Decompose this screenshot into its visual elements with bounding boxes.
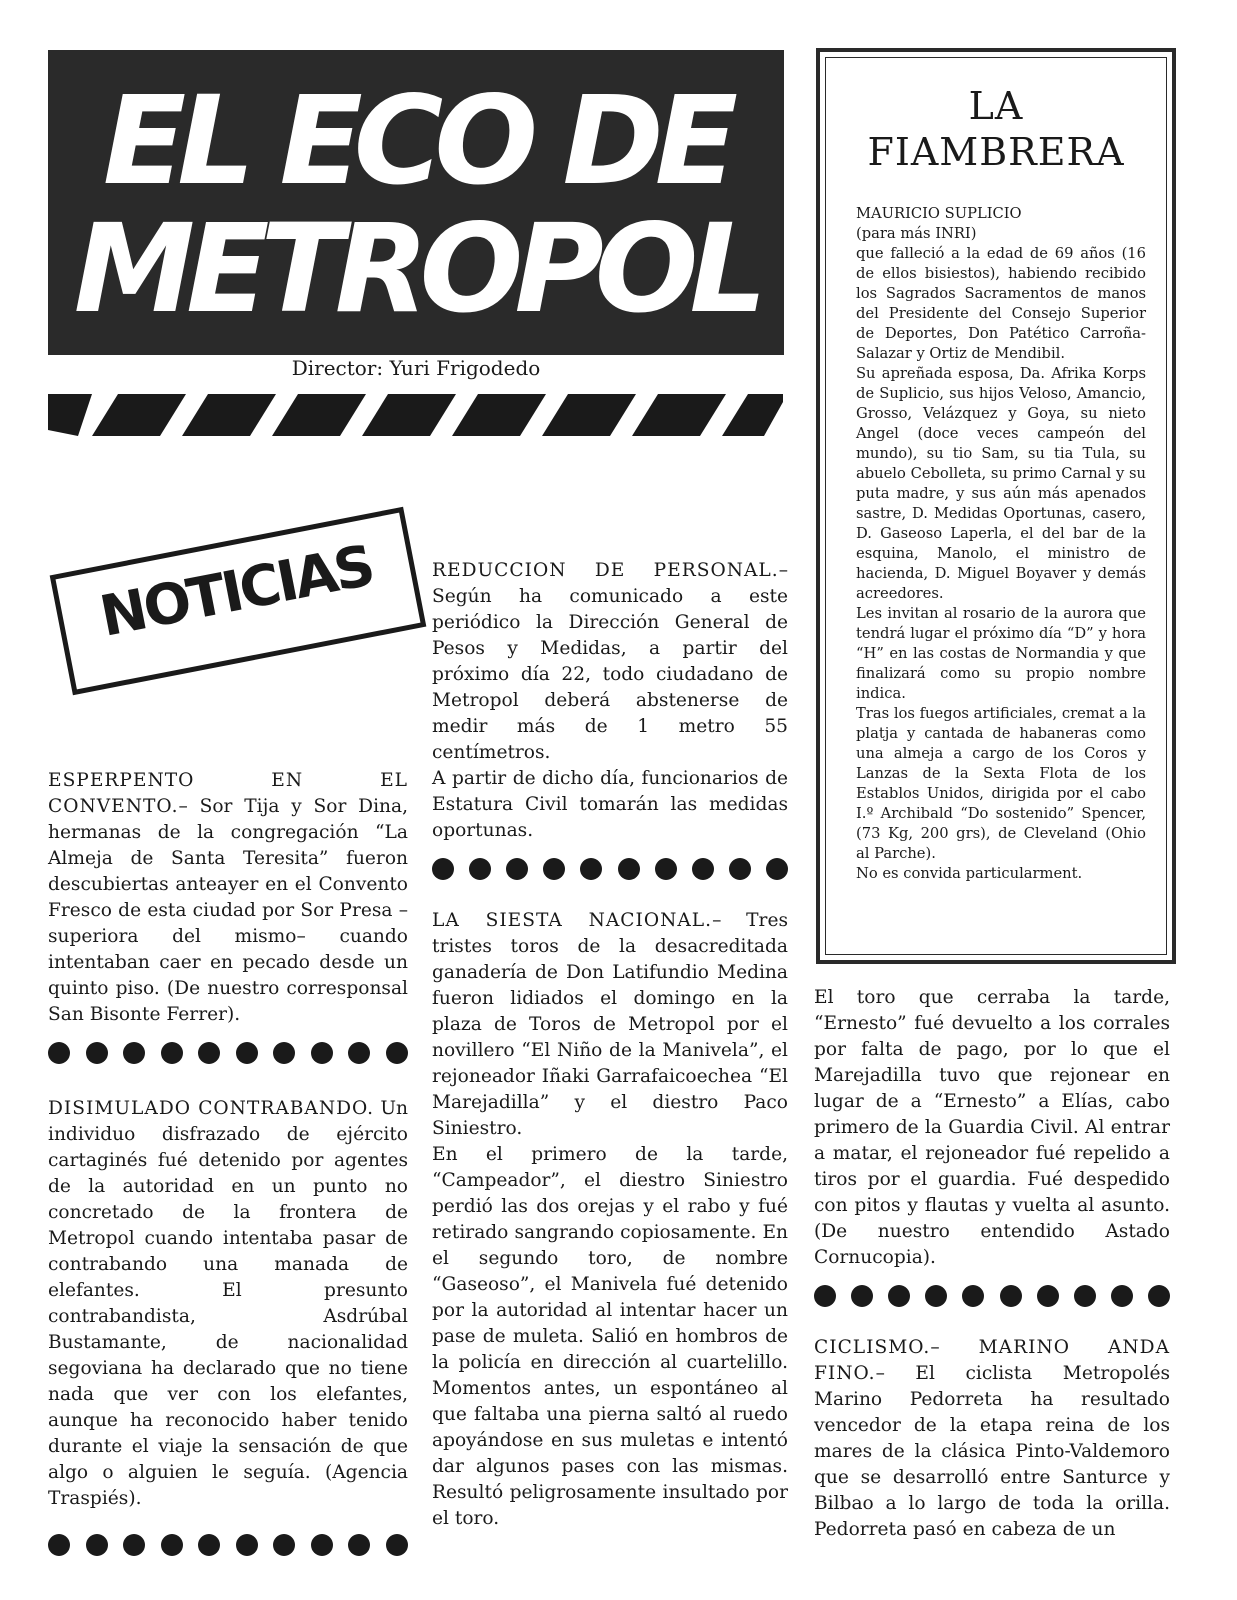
article-headline: ESPERPENTO EN EL CONVENTO. bbox=[48, 770, 408, 817]
article-reduccion-p2: A partir de dicho día, funcionarios de Estatura Civil tomarán las medidas oportunas. bbox=[432, 768, 788, 841]
article-body: Un individuo disfrazado de ejército cartaginés fué detenido por agentes de la autoridad en un punto no concretado de la frontera de Metropol cuando intentaba pasar de contrabando una manada de elefantes. El presunto contrabandista, Asdrúbal Bustamante, de nacionalidad segoviana ha declarado que no tiene nada que ver con los elefantes, aunque ha reconocido haber tenido durante el viaje la sensación de que algo o alguien le seguía. (Agencia Traspiés). bbox=[48, 1098, 408, 1509]
obituary-subtitle: (para más INRI) bbox=[856, 225, 977, 242]
article-reduccion bbox=[432, 558, 788, 766]
section-label: NOTICIAS bbox=[94, 533, 378, 650]
column-2 bbox=[432, 558, 788, 1532]
article-ciclismo bbox=[814, 1335, 1170, 1543]
article-body: – Sor Tija y Sor Dina, hermanas de la congregación “La Almeja de Santa Teresita” fueron descubiertas anteayer en el Convento Fresco de esta ciudad por Sor Presa –superiora del mismo– cuando intentaban caer en pecado desde un quinto piso. (De nuestro corresponsal San Bisonte Ferrer). bbox=[48, 796, 408, 1025]
article-headline: REDUCCION DE PERSONAL. bbox=[432, 560, 779, 581]
hazard-stripes bbox=[48, 394, 783, 436]
article-siesta-p2: En el primero de la tarde, “Campeador”, el diestro Siniestro perdió las dos orejas y el rabo y fué retirado sangrando copiosamente. En el segundo toro, de nombre “Gaseoso”, el Manivela fué detenido por la autoridad al intentar hacer un pase de muleta. Salió en hombros de la policía en dirección al cuartelillo. Momentos antes, un espontáneo al que faltaba una pierna saltó al ruedo apoyándose en sus muletas e intentó dar algunos pases con las mismas. Resultó peligrosamente insultado por el toro. bbox=[432, 1144, 788, 1529]
article-esperpento bbox=[48, 768, 408, 1028]
article-headline: CICLISMO.– MARINO ANDA FINO. bbox=[814, 1337, 1170, 1384]
article-contrabando bbox=[48, 1096, 408, 1512]
column-3 bbox=[814, 985, 1170, 1543]
masthead-title-line2: METROPOL bbox=[73, 198, 759, 340]
dot-separator bbox=[48, 1042, 408, 1064]
director-credit: Director: Yuri Frigodedo bbox=[291, 356, 541, 380]
article-headline: DISIMULADO CONTRABANDO. bbox=[48, 1098, 375, 1119]
obituary-text bbox=[856, 204, 1146, 884]
obituary-paragraph: Tras los fuegos artificiales, cremat a la platja y cantada de habaneras como una almeja a cargo de los Coros y Lanzas de la Sexta Flota de los Establos Unidos, dirigida por el cabo I.º Archibald “Do sostenido” Spencer, (73 Kg, 200 grs), de Cleveland (Ohio al Parche). bbox=[856, 705, 1146, 862]
obituary-paragraph: Les invitan al rosario de la aurora que tendrá lugar el próximo día “D” y hora “H” en las costas de Normandia y que finalizará como su propio nombre indica. bbox=[856, 605, 1146, 702]
obituary-paragraph: No es convida particularment. bbox=[856, 865, 1083, 882]
masthead-title-line1: EL ECO DE bbox=[102, 70, 730, 212]
obituary-paragraph: que falleció a la edad de 69 años (16 de ellos bisiestos), habiendo recibido los Sagrados Sacramentos de manos del Presidente del Consejo Superior de Deportes, Don Patético Carroña-Salazar y Ortiz de Mendibil. bbox=[856, 245, 1146, 362]
article-body: – El ciclista Metropolés Marino Pedorreta ha resultado vencedor de la etapa reina de los mares de la clásica Pinto-Valdemoro que se desarrolló entre Santurce y Bilbao a lo largo de toda la orilla. Pedorreta pasó en cabeza de un bbox=[814, 1363, 1170, 1540]
column-1 bbox=[48, 768, 408, 1588]
article-body: – Tres tristes toros de la desacreditada ganadería de Don Latifundio Medina fueron lidiados el domingo en la plaza de Toros de Metropol por el novillero “El Niño de la Manivela”, el rejoneador Iñaki Garrafaicoechea “El Marejadilla” y el diestro Paco Siniestro. bbox=[432, 910, 788, 1139]
obituary-paragraph: Su apreñada esposa, Da. Afrika Korps de Suplicio, sus hijos Veloso, Amancio, Grosso, Velázquez y Goya, su nieto Angel (doce veces campeón del mundo), su tio Sam, su tia Tula, su abuelo Cebolleta, su primo Carnal y su puta madre, y sus aún más apenados sastre, D. Medidas Oportunas, casero, D. Gaseoso Laperla, el del bar de la esquina, Manolo, el ministro de hacienda, D. Miguel Boyaver y demás acreedores. bbox=[856, 365, 1146, 602]
obituary-title-line2: FIAMBRERA bbox=[867, 130, 1125, 174]
article-headline: LA SIESTA NACIONAL. bbox=[432, 910, 713, 931]
dot-separator bbox=[48, 1534, 408, 1556]
obituary-box bbox=[816, 48, 1176, 964]
obituary-name: MAURICIO SUPLICIO bbox=[856, 205, 1022, 222]
obituary-title-line1: LA bbox=[968, 84, 1024, 128]
article-body: – Según ha comunicado a este periódico la Dirección General de Pesos y Medidas, a partir del próximo día 22, todo ciudadano de Metropol deberá abstenerse de medir más de 1 metro 55 centímetros. bbox=[432, 560, 788, 763]
dot-separator bbox=[814, 1285, 1170, 1307]
dot-separator bbox=[432, 858, 788, 880]
article-siesta bbox=[432, 908, 788, 1142]
masthead bbox=[48, 50, 784, 355]
article-siesta-continuation: El toro que cerraba la tarde, “Ernesto” fué devuelto a los corrales por falta de pago, por lo que el Marejadilla tuvo que rejonear en lugar de a “Ernesto” a Elías, cabo primero de la Guardia Civil. Al entrar a matar, el rejoneador fué repelido a tiros por el guardia. Fué despedido con pitos y flautas y vuelta al asunto. (De nuestro entendido Astado Cornucopia). bbox=[814, 987, 1170, 1268]
section-label-box bbox=[50, 507, 427, 695]
